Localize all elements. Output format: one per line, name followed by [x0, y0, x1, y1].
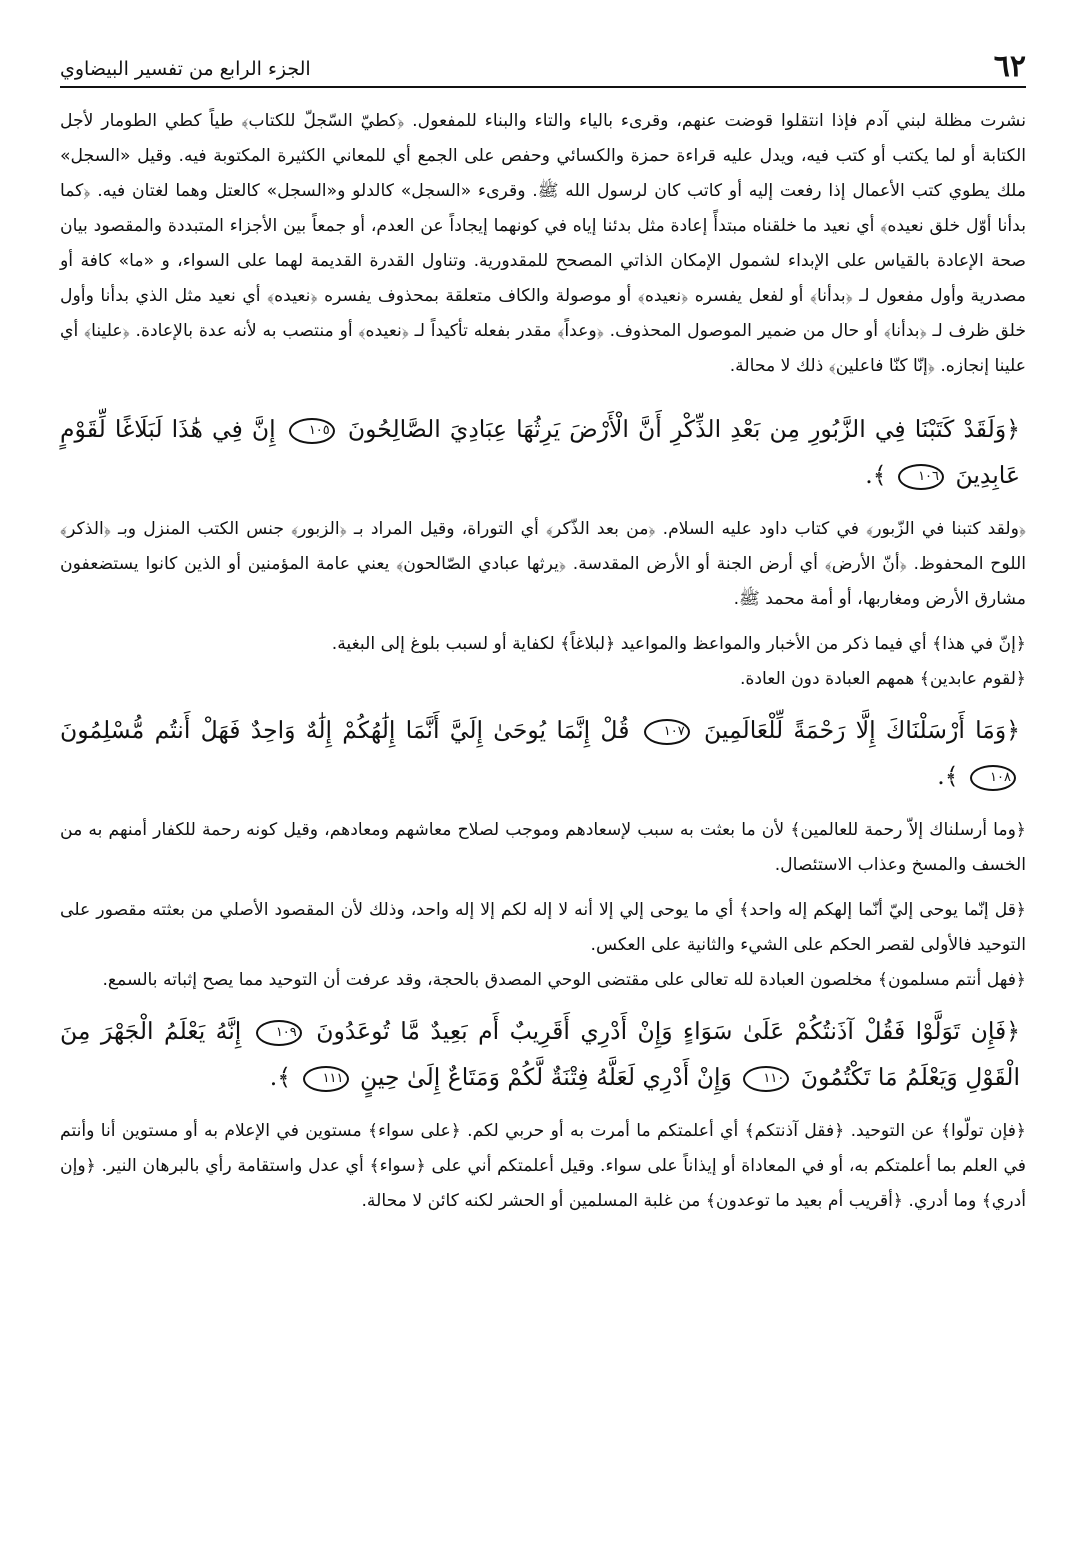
quran-verse-block: [60, 707, 1026, 799]
verse-text: وَإِنْ أَدْرِي لَعَلَّهُ فِتْنَةٌ لَّكُمْ وَمَتَاعٌ إِلَىٰ حِينٍ: [360, 1063, 732, 1091]
verse-number-marker: ١٠٦: [898, 464, 944, 490]
verse-number-marker: ١١١: [303, 1066, 349, 1092]
quran-verse-block: [60, 1008, 1026, 1100]
verse-text: إِنَّهُ يَعْلَمُ الْجَهْرَ مِنَ الْقَوْلِ وَيَعْلَمُ مَا تَكْتُمُونَ: [60, 1017, 1020, 1091]
verse-text: إِنَّ فِي هَٰذَا لَبَلَاغًا لِّقَوْمٍ عَابِدِينَ: [60, 415, 1020, 489]
verse-number-marker: ١١٠: [743, 1066, 789, 1092]
commentary-paragraph: ﴿فإن تولّوا﴾ عن التوحيد. ﴿فقل آذنتكم﴾ أي أعلمتكم ما أمرت به أو حربي لكم. ﴿على سواء﴾ مستوين في الإعلام به أو مستوين أنا وأنتم في العلم بما أعلمتكم به، أو في المعاداة أو إيذاناً على سواء. وقيل أعلمتكم أني على ﴿سواء﴾ أي عدل واستقامة رأي بالبرهان النير. ﴿وإن أدري﴾ وما أدري. ﴿أقريب أم بعيد ما توعدون﴾ من غلبة المسلمين أو الحشر لكنه كائن لا محالة.: [60, 1121, 1026, 1211]
verse-number-marker: ١٠٥: [289, 418, 335, 444]
verse-text: ﴿وَلَقَدْ كَتَبْنَا فِي الزَّبُورِ مِن بَعْدِ الذِّكْرِ أَنَّ الْأَرْضَ يَرِثُهَا عِبَادِيَ الصَّالِحُونَ: [347, 415, 1020, 443]
verse-text: قُلْ إِنَّمَا يُوحَىٰ إِلَيَّ أَنَّمَا إِلَٰهُكُمْ إِلَٰهٌ وَاحِدٌ فَهَلْ أَنتُم مُّسْلِمُونَ: [60, 716, 630, 744]
commentary-paragraph: ﴿قل إنّما يوحى إليّ أنّما إلهكم إله واحد﴾ أي ما يوحى إلي إلا أنه لا إله لكم إلا إله واحد، وذلك لأن المقصود الأصلي من بعثته مقصور على التوحيد فالأولى لقصر الحكم على الشيء والثانية على العكس.: [60, 900, 1026, 955]
commentary-paragraph: ﴿وما أرسلناك إلاّ رحمة للعالمين﴾ لأن ما بعثت به سبب لإسعادهم وموجب لصلاح معاشهم ومعادهم، وقيل كونه رحمة للكفار أمنهم به من الخسف والمسخ وعذاب الاستئصال.: [60, 820, 1026, 875]
commentary-paragraph: ﴿ولقد كتبنا في الزّبور﴾ في كتاب داود عليه السلام. ﴿من بعد الذّكر﴾ أي التوراة، وقيل المراد بـ ﴿الزبور﴾ جنس الكتب المنزل وبـ ﴿الذكر﴾ اللوح المحفوظ. ﴿أنّ الأرض﴾ أي أرض الجنة أو الأرض المقدسة. ﴿يرثها عبادي الصّالحون﴾ يعني عامة المؤمنين أو الذين كانوا يستضعفون مشارق الأرض ومغاربها، أو أمة محمد ﷺ.: [60, 519, 1026, 609]
verse-closing-bracket: ﴾.: [269, 1063, 292, 1091]
page-number: ٦٢: [993, 49, 1026, 84]
commentary-paragraph: نشرت مظلة لبني آدم فإذا انتقلوا قوضت عنهم، وقرىء بالياء والتاء والبناء للمفعول. ﴿كطيّ السّجلّ للكتاب﴾ طياً كطي الطومار لأجل الكتابة أو لما يكتب أو كتب فيه، ويدل عليه قراءة حمزة والكسائي وحفص على الجمع أي للمعاني الكثيرة المكتوبة فيه. وقيل «السجل» ملك يطوي كتب الأعمال إذا رفعت إليه أو كاتب كان لرسول الله ﷺ. وقرىء «السجل» كالدلو و«السجل» كالعتل وهما لغتان فيه. ﴿كما بدأنا أوّل خلق نعيده﴾ أي نعيد ما خلقناه مبتدأً إعادة مثل بدئنا إياه في كونهما إيجاداً عن العدم، أو جمعاً بين الأجزاء المتبددة والمقصود بيان صحة الإعادة بالقياس على الإبداء لشمول الإمكان الذاتي المصحح للمقدورية. وتناول القدرة القديمة لهما على السواء، و «ما» كافة أو مصدرية وأول مفعول لـ ﴿بدأنا﴾ أو لفعل يفسره ﴿نعيده﴾ أو موصولة والكاف متعلقة بمحذوف يفسره ﴿نعيده﴾ أي نعيد مثل الذي بدأنا وأول خلق ظرف لـ ﴿بدأنا﴾ أو حال من ضمير الموصول المحذوف. ﴿وعداً﴾ مقدر بفعله تأكيداً لـ ﴿نعيده﴾ أو منتصب به لأنه عدة بالإعادة. ﴿علينا﴾ أي علينا إنجازه. ﴿إنّا كنّا فاعلين﴾ ذلك لا محالة.: [60, 111, 1026, 376]
page-body: [60, 104, 1026, 1219]
verse-text: ﴿وَمَا أَرْسَلْنَاكَ إِلَّا رَحْمَةً لِّلْعَالَمِينَ: [703, 716, 1020, 744]
verse-number-marker: ١٠٨: [970, 765, 1016, 791]
running-title: الجزء الرابع من تفسير البيضاوي: [60, 58, 311, 80]
verse-number-marker: ١٠٩: [256, 1020, 302, 1046]
commentary-paragraph: ﴿فهل أنتم مسلمون﴾ مخلصون العبادة لله تعالى على مقتضى الوحي المصدق بالحجة، وقد عرفت أن التوحيد مما يصح إثباته بالسمع.: [102, 970, 1026, 990]
commentary-paragraph: ﴿إنّ في هذا﴾ أي فيما ذكر من الأخبار والمواعظ والمواعيد ﴿لبلاغاً﴾ لكفاية أو لسبب بلوغ إلى البغية.: [331, 634, 1026, 654]
commentary-paragraph: ﴿لقوم عابدين﴾ همهم العبادة دون العادة.: [739, 669, 1026, 689]
verse-closing-bracket: ﴾.: [865, 461, 887, 489]
quran-verse-block: [60, 406, 1026, 498]
page-header: [60, 42, 1026, 88]
verse-closing-bracket: ﴾.: [937, 762, 959, 790]
verse-number-marker: ١٠٧: [644, 719, 690, 745]
verse-text: ﴿فَإِن تَوَلَّوْا فَقُلْ آذَنتُكُمْ عَلَىٰ سَوَاءٍ وَإِنْ أَدْرِي أَقَرِيبٌ أَم بَعِيدٌ مَّا تُوعَدُونَ: [316, 1017, 1020, 1045]
